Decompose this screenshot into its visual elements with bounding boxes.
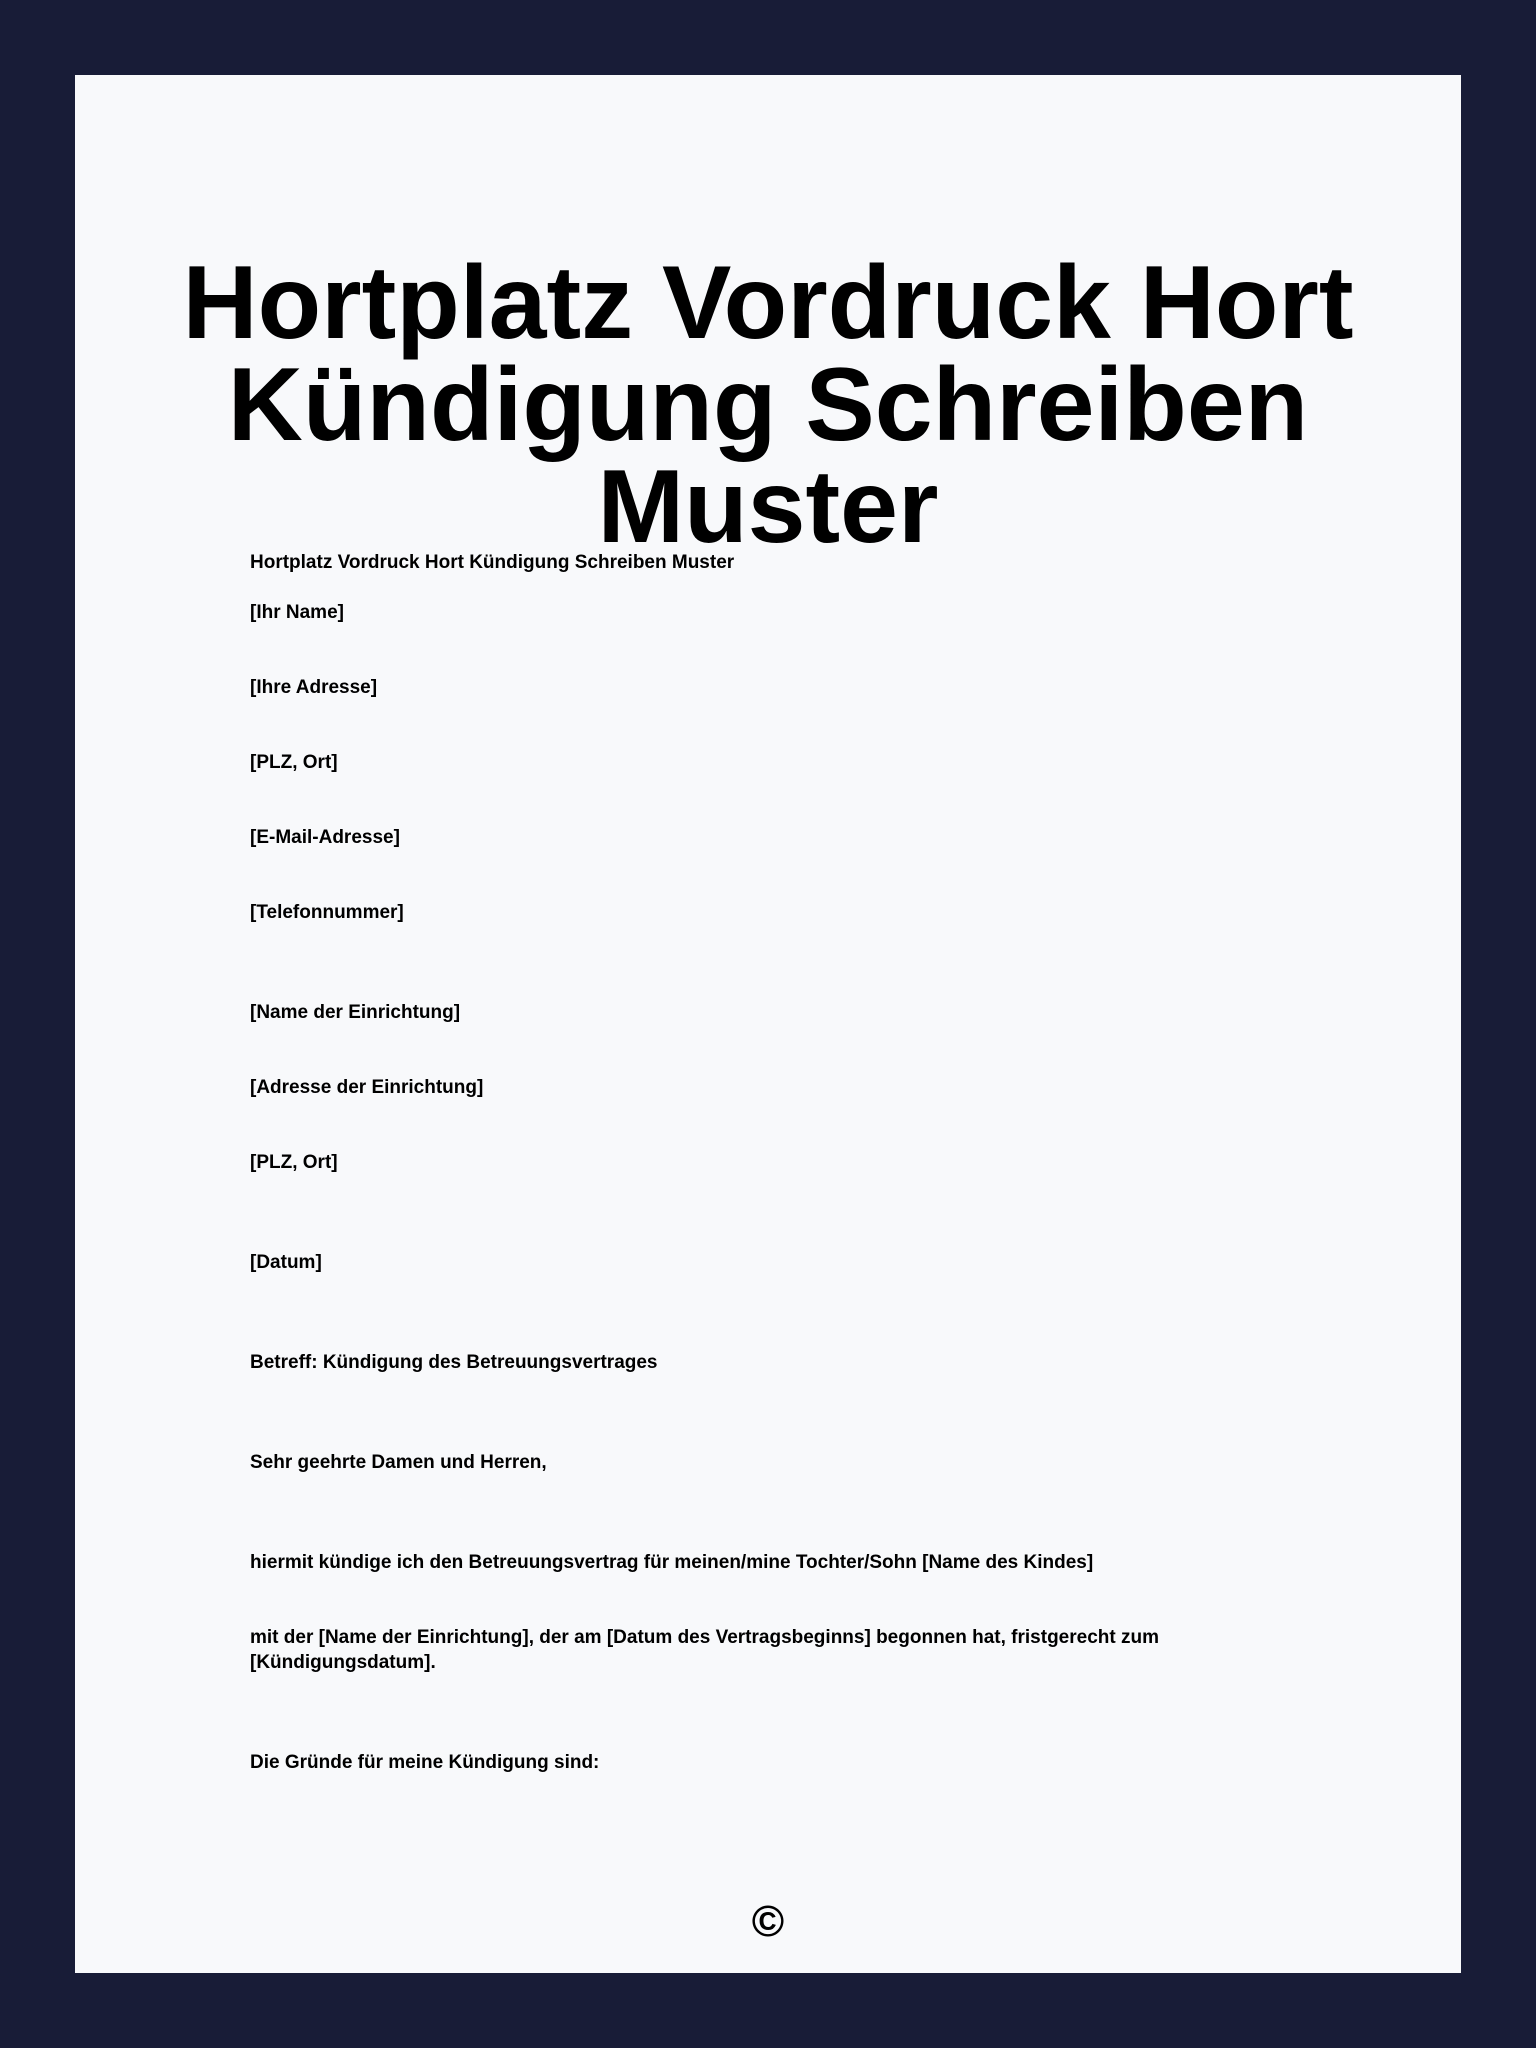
recipient-address: [Adresse der Einrichtung] xyxy=(250,1077,484,1098)
sender-name: [Ihr Name] xyxy=(250,602,344,623)
letter-paragraph-2: mit der [Name der Einrichtung], der am [Datum des Vertragsbeginns] begonnen hat, fristgerecht zum [Kündigungsdatum]. xyxy=(250,1627,1159,1673)
recipient-city: [PLZ, Ort] xyxy=(250,1152,338,1173)
recipient-name: [Name der Einrichtung] xyxy=(250,1002,461,1023)
title-line-1: Hortplatz Vordruck Hort xyxy=(182,245,1354,361)
letter-heading: Hortplatz Vordruck Hort Kündigung Schreiben Muster xyxy=(250,552,735,573)
letter-date: [Datum] xyxy=(250,1252,322,1273)
letter-paragraph-1: hiermit kündige ich den Betreuungsvertrag für meinen/mine Tochter/Sohn [Name des Kindes] xyxy=(250,1552,1094,1573)
title-line-2: Kündigung Schreiben Muster xyxy=(227,347,1309,565)
sender-email: [E-Mail-Adresse] xyxy=(250,827,400,848)
letter-subject: Betreff: Kündigung des Betreuungsvertrages xyxy=(250,1352,658,1373)
letter-salutation: Sehr geehrte Damen und Herren, xyxy=(250,1452,547,1473)
copyright-icon: © xyxy=(751,1897,785,1946)
sender-address: [Ihre Adresse] xyxy=(250,677,378,698)
sender-city: [PLZ, Ort] xyxy=(250,752,338,773)
document-page xyxy=(75,75,1461,1973)
sender-phone: [Telefonnummer] xyxy=(250,902,404,923)
document-title xyxy=(55,245,1481,565)
reasons-intro: Die Gründe für meine Kündigung sind: xyxy=(250,1752,600,1773)
